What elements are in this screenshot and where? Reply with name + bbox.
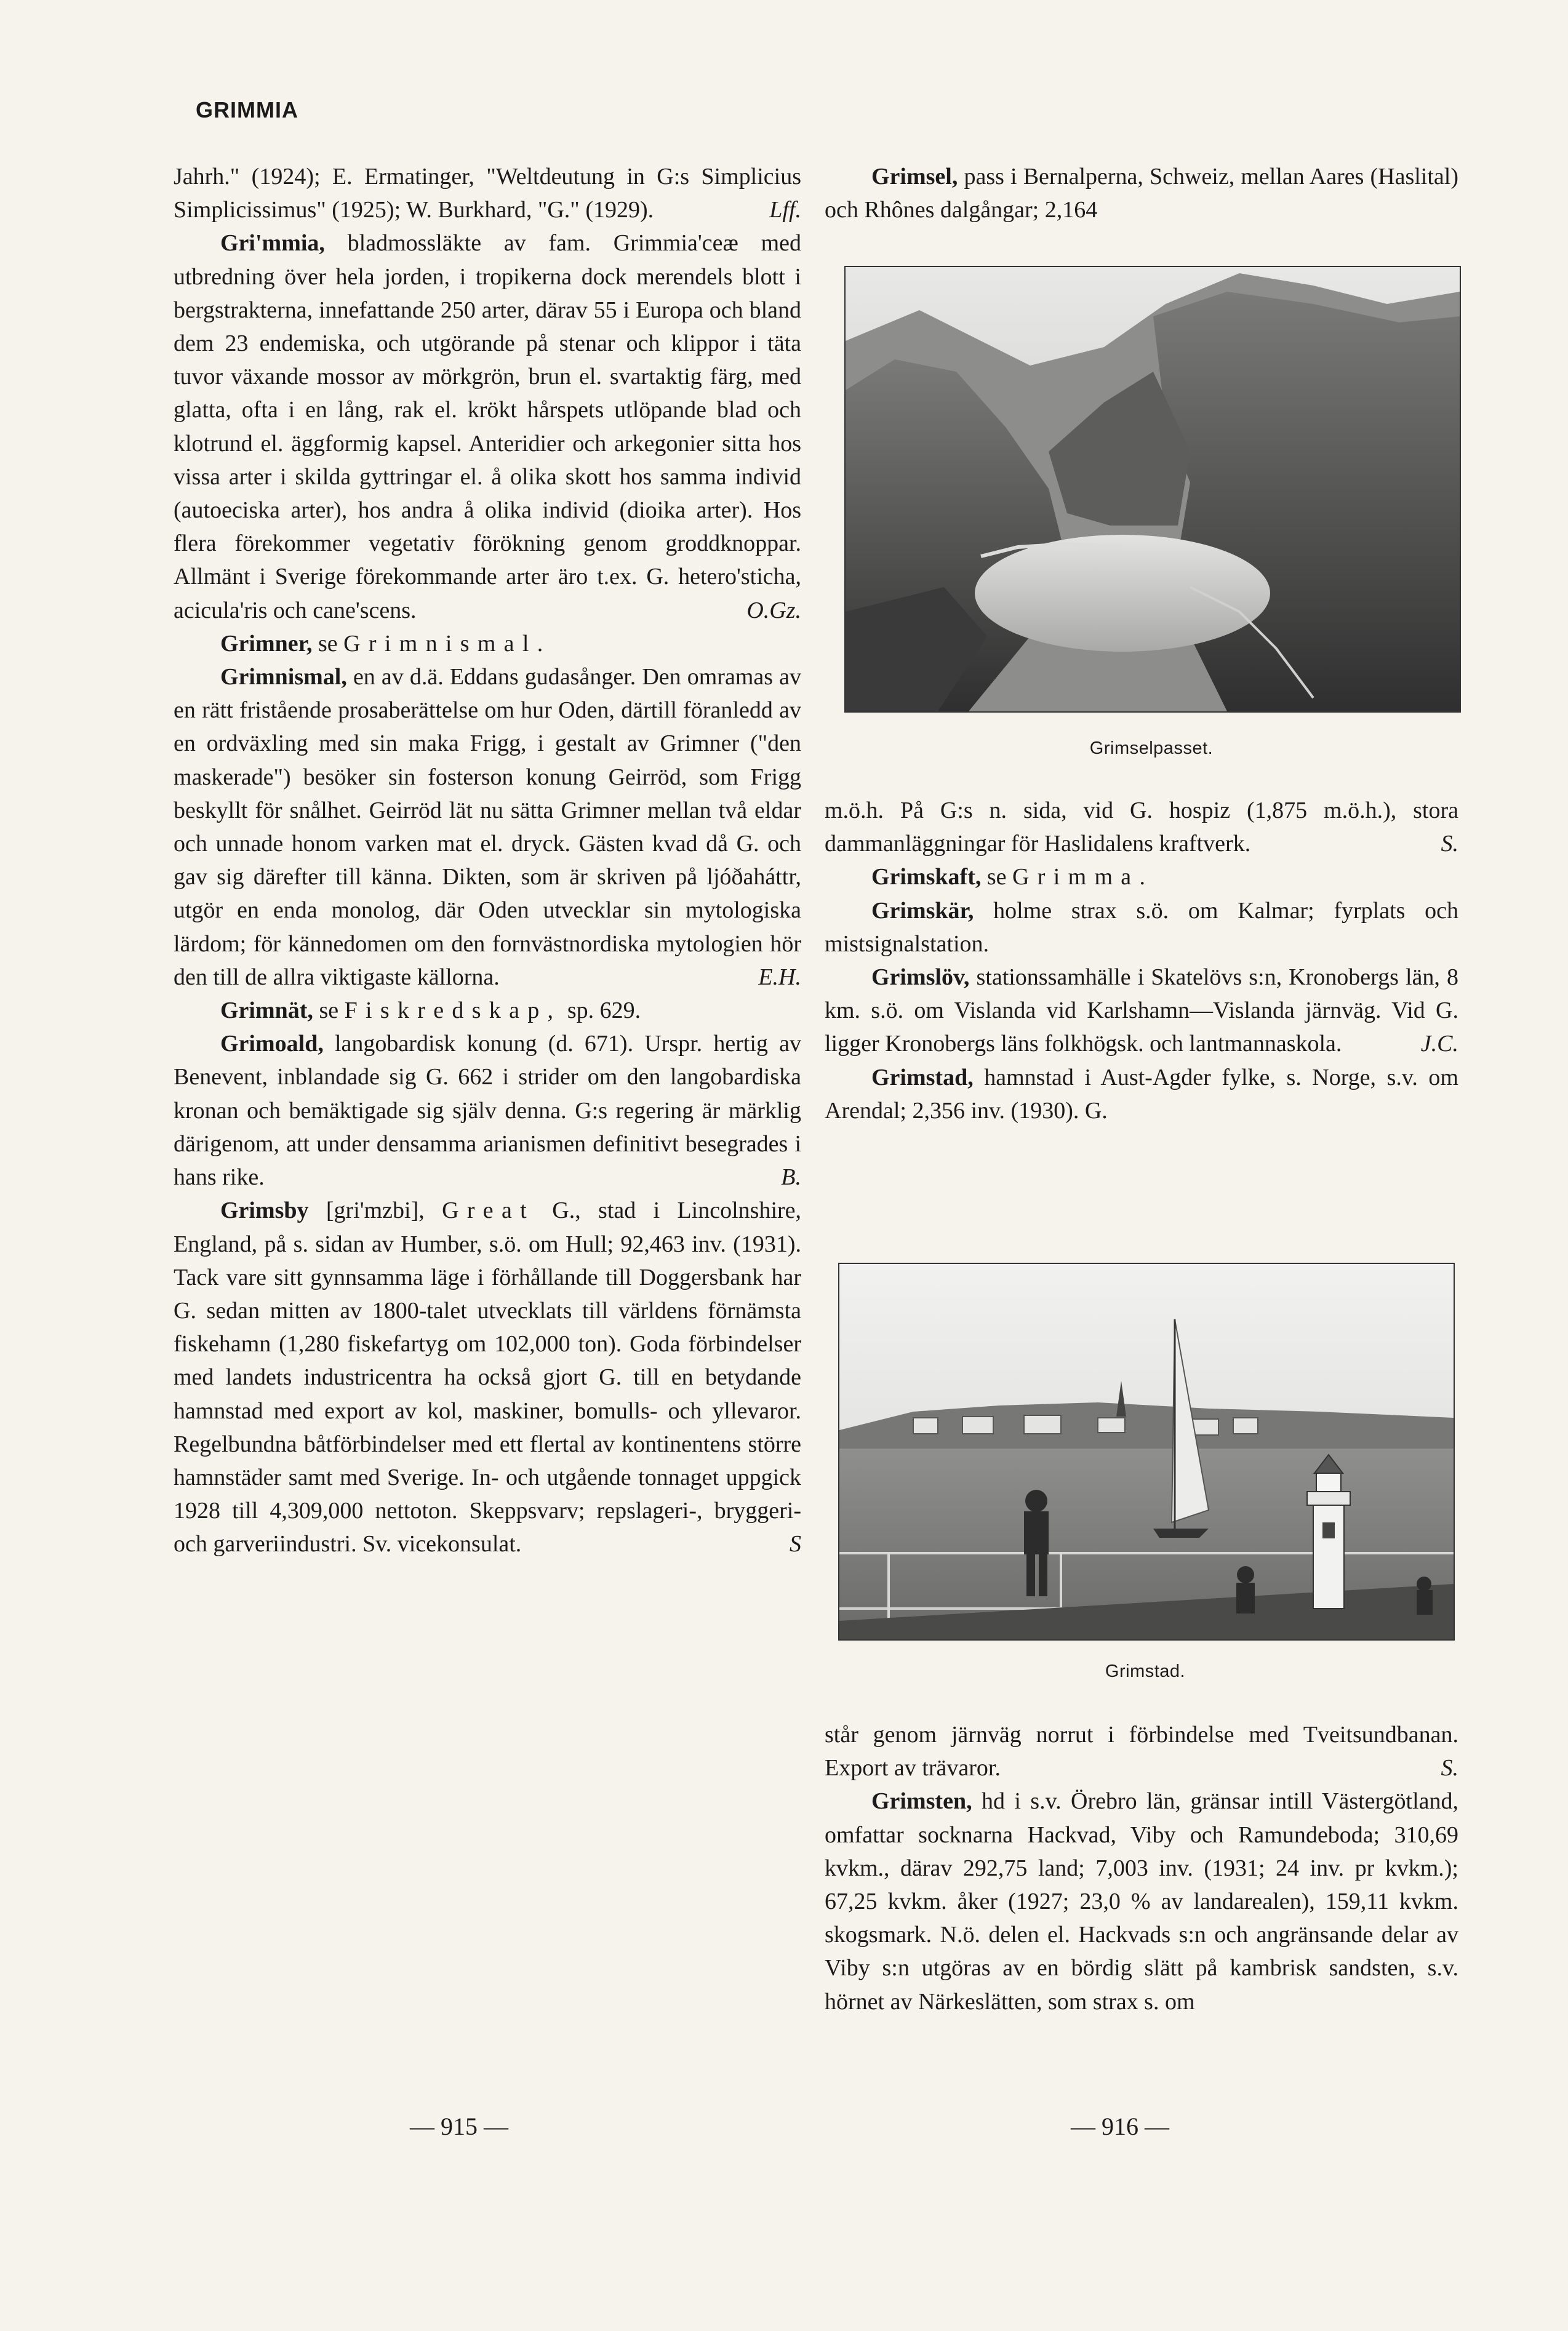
grimselpasset-caption: Grimselpasset. — [1089, 738, 1214, 758]
entry-grimskar: Grimskär, holme strax s.ö. om Kalmar; fyrplats och mistsignalstation. — [825, 897, 1458, 957]
entry-grimstad: Grimstad, hamnstad i Aust-Agder fylke, s. Norge, s.v. om Arendal; 2,356 inv. (1930). G. — [825, 1064, 1458, 1124]
grimstad-caption: Grimstad. — [1105, 1661, 1186, 1681]
entry-grimner: Grimner, se Grimnismal. — [220, 630, 551, 657]
right-column-middle — [825, 794, 1458, 1127]
entry-grimsel-cont: m.ö.h. På G:s n. sida, vid G. hospiz (1,875 m.ö.h.), stora dammanläggningar för Haslidalens kraftverk. S. — [825, 798, 1458, 857]
entry-grimskaft: Grimskaft, se Grimma. — [871, 864, 1154, 890]
entry-grimsten: Grimsten, hd i s.v. Örebro län, gränsar intill Västergötland, omfattar socknarna Hackvad, Viby och Ramundeboda; 310,69 kvkm., därav 292,75 land; 7,003 inv. (1931; 24 inv. pr kvkm.); 67,25 kvkm. åker (1927; 23,0 % av landarealen), 159,11 kvkm. skogsmark. N.ö. delen el. Hackvads s:n och angränsande delar av Viby s:n utgöras av en bördig slätt på kambrisk sandsten, s.v. hörnet av Närkeslätten, som strax s. om — [825, 1788, 1458, 2015]
entry-grimsby: Grimsby [gri'mzbi], Great G., stad i Lincolnshire, England, på s. sidan av Humber, s.ö. om Hull; 92,463 inv. (1931). Tack vare sitt gynnsamma läge i förhållande till Doggersbank har G. sedan mitten av 1800-talet utvecklats till världens förnämsta fiskehamn (1,280 fiskefartyg om 102,000 ton). Goda förbindelser med landets industricentra ha också gjort G. till en betydande hamnstad med export av kol, maskiner, bomulls- och yllevaror. Regelbundna båtförbindelser med ett flertal av kontinentens större hamnstäder samt med Sverige. In- och utgående tonnaget uppgick 1928 till 4,309,000 nettoton. Skeppsvarv; repslageri-, bryggeri- och garveriindustri. Sv. vicekonsulat. S — [174, 1197, 802, 1557]
page-number-right: — 916 — — [1071, 2113, 1169, 2140]
entry-grimoald: Grimoald, langobardisk konung (d. 671). Urspr. hertig av Benevent, inblandade sig G. 662 i strider om den langobardiska kronan och bemäktigade sig själv denna. G:s regering är märklig därigenom, att under densamma arianismen definitivt besegrades i hans rike. B. — [174, 1031, 802, 1191]
entry-grimstad-cont: står genom järnväg norrut i förbindelse med Tveitsundbanan. Export av trävaror. S. — [825, 1722, 1458, 1781]
right-column-top — [825, 160, 1458, 226]
right-column-bottom — [825, 1718, 1458, 2018]
entry-grimmia: Gri'mmia, bladmossläkte av fam. Grimmia'ceæ med utbredning över hela jorden, i tropikerna dock merendels blott i bergstrakterna, innefattande 250 arter, därav 55 i Europa och bland dem 23 endemiska, och utgörande på stenar och klippor i täta tuvor växande mossor av mörkgrön, brun el. svartaktig färg, med glatta, ofta i en lång, rak el. krökt hårspets utlöpande blad och klotrund el. äggformig kapsel. Anteridier och arkegonier sitta hos vissa arter i skilda gyttringar el. å olika skott hos samma individ (autoeciska arter), hos andra å olika individ (dioika arter). Hos flera förekommer vegetativ förökning genom groddknoppar. Allmänt i Sverige förekommande arter äro t.ex. G. hetero'sticha, acicula'ris och cane'scens. O.Gz. — [174, 230, 801, 623]
left-column — [174, 160, 801, 1561]
page-number-left: — 915 — — [410, 2113, 508, 2140]
entry-grimnat: Grimnät, se Fiskredskap, sp. 629. — [220, 998, 641, 1024]
entry-grimnismal: Grimnismal, en av d.ä. Eddans gudasånger. Den omramas av en rätt fristående prosaberättelse om hur Oden, därtill föranledd av en ordväxling med sin maka Frigg, i gestalt av Grimner ("den maskerade") besöker sin fosterson konung Geirröd, som Frigg beskyllt för snålhet. Geirröd lät nu sätta Grimner mellan två eldar och unnade honom varken mat el. dryck. Gästen kvad då G. och gav sig därefter till känna. Dikten, som är skriven på ljóðaháttr, utgör en enda monolog, där Oden utvecklar sin mytologiska lärdom; för kännedomen om den fornvästnordiska mytologien hör den till de allra viktigaste källorna. E.H. — [174, 664, 802, 990]
entry-grimsel: Grimsel, pass i Bernalperna, Schweiz, mellan Aares (Haslital) och Rhônes dalgångar; 2,164 — [825, 164, 1459, 223]
running-head: GRIMMIA — [196, 97, 298, 122]
entry-continuation: Jahrh." (1924); E. Ermatinger, "Weltdeutung in G:s Simplicius Simplicissimus" (1925); W. Burkhard, "G." (1929). Lff. — [174, 164, 801, 223]
entry-grimslov: Grimslöv, stationssamhälle i Skatelövs s:n, Kronobergs län, 8 km. s.ö. om Vislanda vid Karlshamn—Vislanda järnväg. Vid G. ligger Kronobergs läns folkhögsk. och lantmannaskola. J.C. — [825, 964, 1458, 1057]
grimselpasset-photo — [844, 266, 1461, 713]
grimstad-photo — [838, 1263, 1455, 1641]
